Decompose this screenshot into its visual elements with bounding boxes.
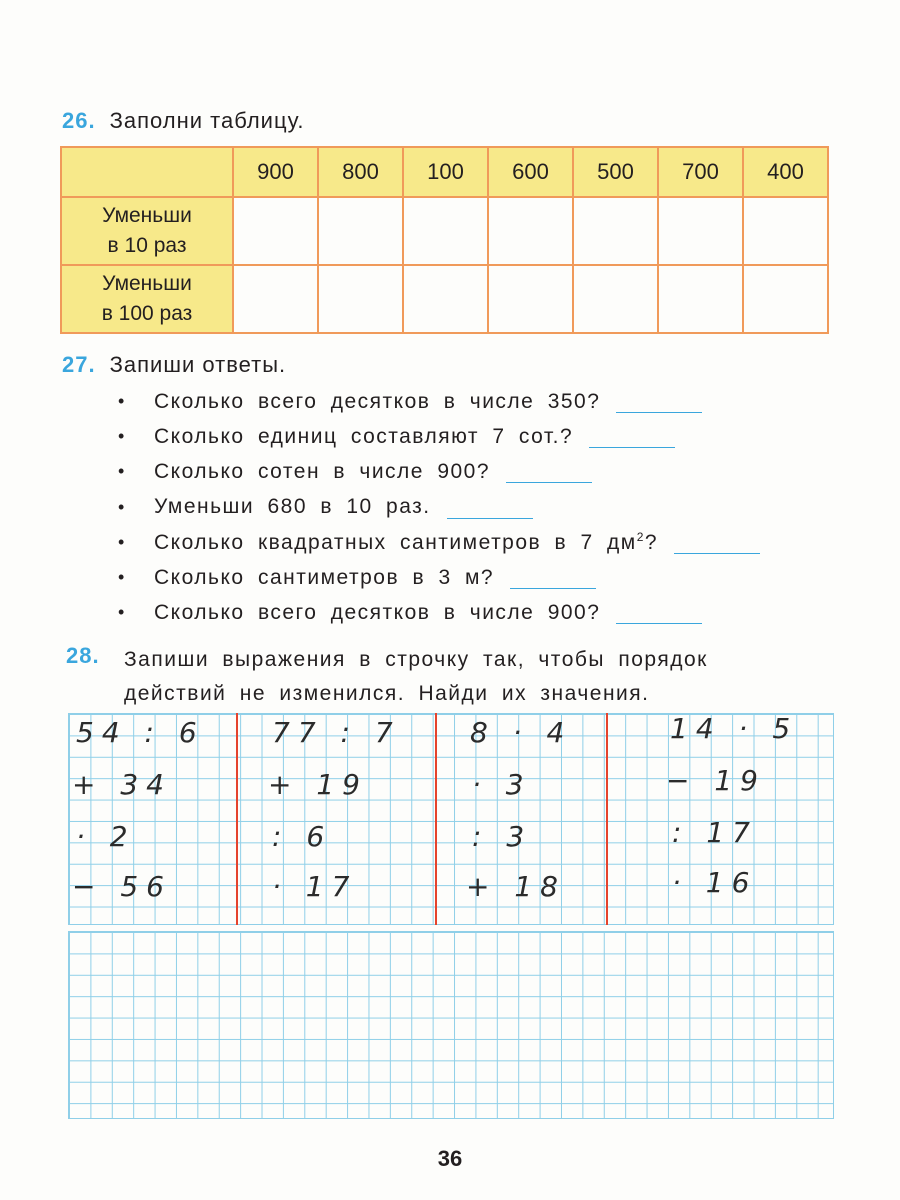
- answer-cell[interactable]: [743, 197, 828, 265]
- list-item: [118, 419, 760, 454]
- table-corner-cell: [61, 147, 233, 197]
- question-suffix: ?: [644, 530, 659, 554]
- answer-cell[interactable]: [403, 197, 488, 265]
- question-text: Уменьши 680 в 10 раз.: [154, 495, 431, 519]
- row-label-line: Уменьши: [102, 272, 192, 295]
- answer-blank[interactable]: [506, 460, 592, 483]
- list-item: [118, 525, 760, 560]
- bullet: •: [118, 496, 126, 517]
- answer-cell[interactable]: [573, 197, 658, 265]
- margin-line: [236, 713, 238, 925]
- row-label-line: в 10 раз: [107, 234, 187, 257]
- task-28-instructions: [124, 643, 834, 711]
- answer-blank[interactable]: [447, 496, 533, 519]
- grid-worksheet-bottom[interactable]: [68, 931, 834, 1119]
- handwritten-expression: 54 : 6: [76, 716, 205, 749]
- answer-cell[interactable]: [488, 197, 573, 265]
- task-26-title: Заполни таблицу.: [109, 108, 305, 133]
- answer-blank[interactable]: [616, 390, 702, 413]
- handwritten-expression: : 3: [472, 820, 533, 853]
- task-26-heading: [62, 108, 304, 134]
- column-header: 900: [233, 147, 318, 197]
- column-header: 500: [573, 147, 658, 197]
- row-label-line: в 100 раз: [101, 302, 193, 325]
- task-28-number-wrap: [66, 643, 114, 669]
- task-28-number: 28.: [66, 643, 100, 668]
- answer-cell[interactable]: [658, 265, 743, 333]
- task-26-table: [60, 146, 829, 334]
- margin-line: [606, 713, 608, 925]
- handwritten-expression: 8 · 4: [470, 716, 573, 749]
- answer-blank[interactable]: [510, 566, 596, 589]
- answer-blank[interactable]: [589, 425, 675, 448]
- bullet: •: [118, 567, 126, 588]
- instruction-line: Запиши выражения в строчку так, чтобы порядок: [124, 648, 708, 671]
- column-header: 700: [658, 147, 743, 197]
- handwritten-expression: + 19: [268, 768, 368, 801]
- handwritten-expression: · 16: [672, 866, 758, 899]
- handwritten-expression: 14 · 5: [670, 712, 799, 745]
- list-item: [118, 454, 760, 489]
- page-number: 36: [437, 1146, 463, 1171]
- bullet: •: [118, 531, 126, 552]
- answer-cell[interactable]: [573, 265, 658, 333]
- bullet: •: [118, 391, 126, 412]
- handwritten-expression: · 2: [76, 820, 136, 853]
- column-header: 400: [743, 147, 828, 197]
- instruction-line: действий не изменился. Найди их значения.: [124, 682, 650, 705]
- handwritten-expression: + 34: [72, 768, 172, 801]
- bullet: •: [118, 461, 126, 482]
- answer-blank[interactable]: [674, 531, 760, 554]
- column-header: 100: [403, 147, 488, 197]
- handwritten-expression: + 18: [466, 870, 566, 903]
- answer-cell[interactable]: [233, 265, 318, 333]
- task-27-title: Запиши ответы.: [109, 352, 287, 377]
- handwritten-expression: : 6: [272, 820, 333, 853]
- list-item: [118, 595, 760, 630]
- task-27-questions: [118, 384, 760, 630]
- bullet: •: [118, 602, 126, 623]
- answer-blank[interactable]: [616, 601, 702, 624]
- table-header-row: [61, 147, 828, 197]
- handwritten-expression: : 17: [672, 816, 758, 849]
- answer-cell[interactable]: [318, 265, 403, 333]
- row-label-divide-100: [61, 265, 233, 333]
- margin-line: [435, 713, 437, 925]
- answer-cell[interactable]: [403, 265, 488, 333]
- superscript: 2: [636, 529, 645, 544]
- handwritten-expression: − 19: [666, 764, 766, 797]
- row-label-line: Уменьши: [102, 204, 192, 227]
- answer-cell[interactable]: [233, 197, 318, 265]
- question-text: Сколько сотен в числе 900?: [154, 459, 491, 483]
- question-text: Сколько единиц составляют 7 сот.?: [154, 424, 574, 448]
- handwritten-expression: − 56: [72, 870, 172, 903]
- list-item: [118, 490, 760, 525]
- list-item: [118, 560, 760, 595]
- answer-cell[interactable]: [743, 265, 828, 333]
- table-row: [61, 265, 828, 333]
- answer-cell[interactable]: [658, 197, 743, 265]
- handwritten-expression: 77 : 7: [272, 716, 401, 749]
- column-header: 800: [318, 147, 403, 197]
- handwritten-expression: · 3: [472, 768, 532, 801]
- question-text-wrapper: [154, 530, 658, 555]
- task-26-number: 26.: [62, 108, 96, 133]
- list-item: [118, 384, 760, 419]
- answer-cell[interactable]: [488, 265, 573, 333]
- question-text: Сколько всего десятков в числе 900?: [154, 600, 601, 624]
- row-label-divide-10: [61, 197, 233, 265]
- question-text: Сколько всего десятков в числе 350?: [154, 389, 601, 413]
- question-text: Сколько сантиметров в 3 м?: [154, 565, 495, 589]
- handwritten-expression: · 17: [272, 870, 358, 903]
- bullet: •: [118, 426, 126, 447]
- column-header: 600: [488, 147, 573, 197]
- task-27-heading: [62, 352, 286, 378]
- answer-cell[interactable]: [318, 197, 403, 265]
- table-row: [61, 197, 828, 265]
- question-text: Сколько квадратных сантиметров в 7 дм: [154, 530, 637, 554]
- task-27-number: 27.: [62, 352, 96, 377]
